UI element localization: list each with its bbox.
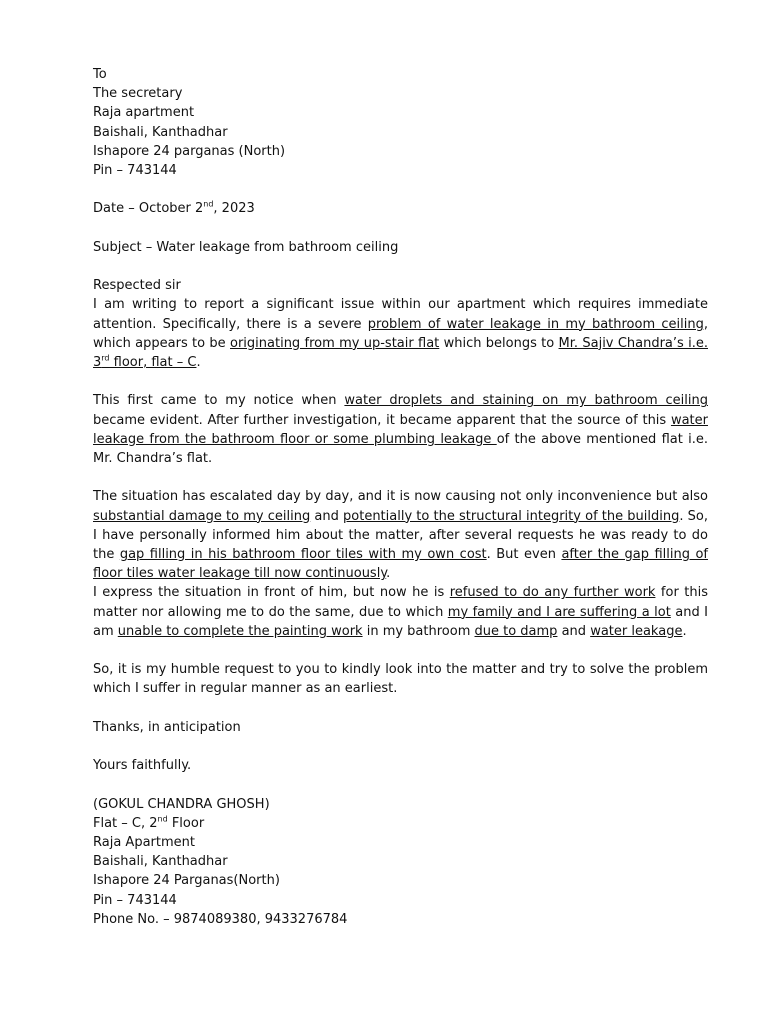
letter-body [93,65,708,929]
paragraph-4: I express the situation in front of him, but now he is refused to do any further work for this matter nor allowing me to do the same, due to which my family and I are suffering a lot and I am unable to complete the painting work in my bathroom due to damp and water leakage. [93,585,708,639]
salutation: Respected sir [93,278,181,294]
paragraph-2: This first came to my notice when water droplets and staining on my bathroom ceiling became evident. After further investigation, it became apparent that the source of this water leakage from the bathroom floor or some plumbing leakage of the above mentioned flat i.e. Mr. Chandra’s flat. [93,393,708,466]
subject-line: Subject – Water leakage from bathroom ceiling [93,239,399,255]
sender-building: Raja Apartment [93,834,195,850]
recipient-title: The secretary [93,86,183,102]
recipient-district: Ishapore 24 parganas (North) [93,143,286,159]
paragraph-3: The situation has escalated day by day, and it is now causing not only inconvenience but also substantial damage to my ceiling and potentially to the structural integrity of the building. So, I have personally informed him about the matter, after several requests he was ready to do the gap filling in his bathroom floor tiles with my own cost. But even after the gap filling of floor tiles water leakage till now continuously. [93,489,709,582]
to-line: To [93,67,107,82]
paragraph-5: So, it is my humble request to you to kindly look into the matter and try to solve the problem which I suffer in regular manner as an earliest. [93,662,708,697]
sender-pin: Pin – 743144 [93,892,177,908]
recipient-locality: Baishali, Kanthadhar [93,124,228,140]
paragraph-1: I am writing to report a significant issue within our apartment which requires immediate attention. Specifically, there is a severe problem of water leakage in my bathroom ceiling, which appears to be originating from my up-stair flat which belongs to Mr. Sajiv Chandra’s i.e. 3rd floor, flat – C. [93,297,708,370]
sender-phone: Phone No. – 9874089380, 9433276784 [93,911,348,927]
sender-district: Ishapore 24 Parganas(North) [93,873,280,889]
closing-line: Yours faithfully. [93,758,192,774]
date-line: Date – October 2nd, 2023 [93,200,255,217]
sender-name: (GOKUL CHANDRA GHOSH) [93,796,270,812]
sender-address [93,795,708,929]
recipient-address [93,65,708,180]
sender-locality: Baishali, Kanthadhar [93,854,228,870]
recipient-building: Raja apartment [93,105,195,121]
sender-flat: Flat – C, 2nd Floor [93,814,205,831]
thanks-line: Thanks, in anticipation [93,719,241,735]
recipient-pin: Pin – 743144 [93,163,177,179]
